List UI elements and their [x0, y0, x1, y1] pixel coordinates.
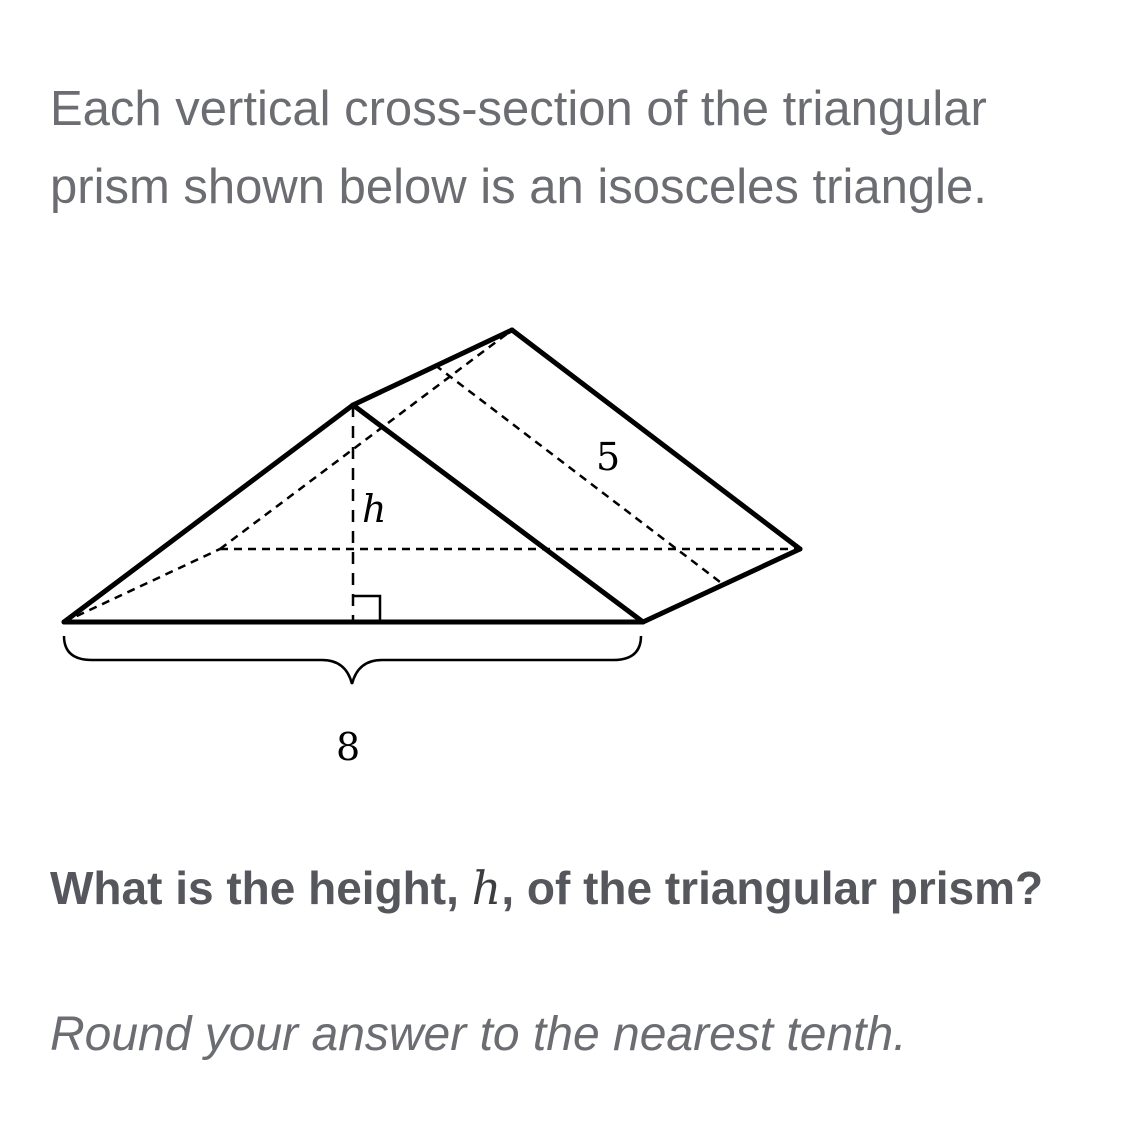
hidden-edges: [64, 330, 800, 622]
base-brace: [64, 636, 641, 684]
question-text-after: , of the triangular prism?: [501, 862, 1044, 914]
hidden-back-left-edge: [64, 549, 220, 622]
bottom-right-edge: [643, 549, 800, 622]
front-left-edge: [64, 405, 353, 622]
problem-intro: Each vertical cross-section of the triangular prism shown below is an isosceles triangle.: [50, 82, 987, 214]
question-text-before: What is the height,: [50, 862, 472, 914]
slant-length-label: 5: [596, 435, 621, 479]
height-label: h: [362, 487, 387, 531]
rounding-instruction: Round your answer to the nearest tenth.: [50, 1008, 907, 1061]
question-text: [50, 850, 1090, 926]
question-variable: h: [471, 861, 502, 915]
visible-edges: [64, 330, 800, 622]
back-right-edge: [512, 330, 800, 549]
base-length-label: 8: [336, 725, 361, 769]
ridge-edge: [353, 330, 512, 405]
right-angle-mark: [353, 596, 380, 622]
